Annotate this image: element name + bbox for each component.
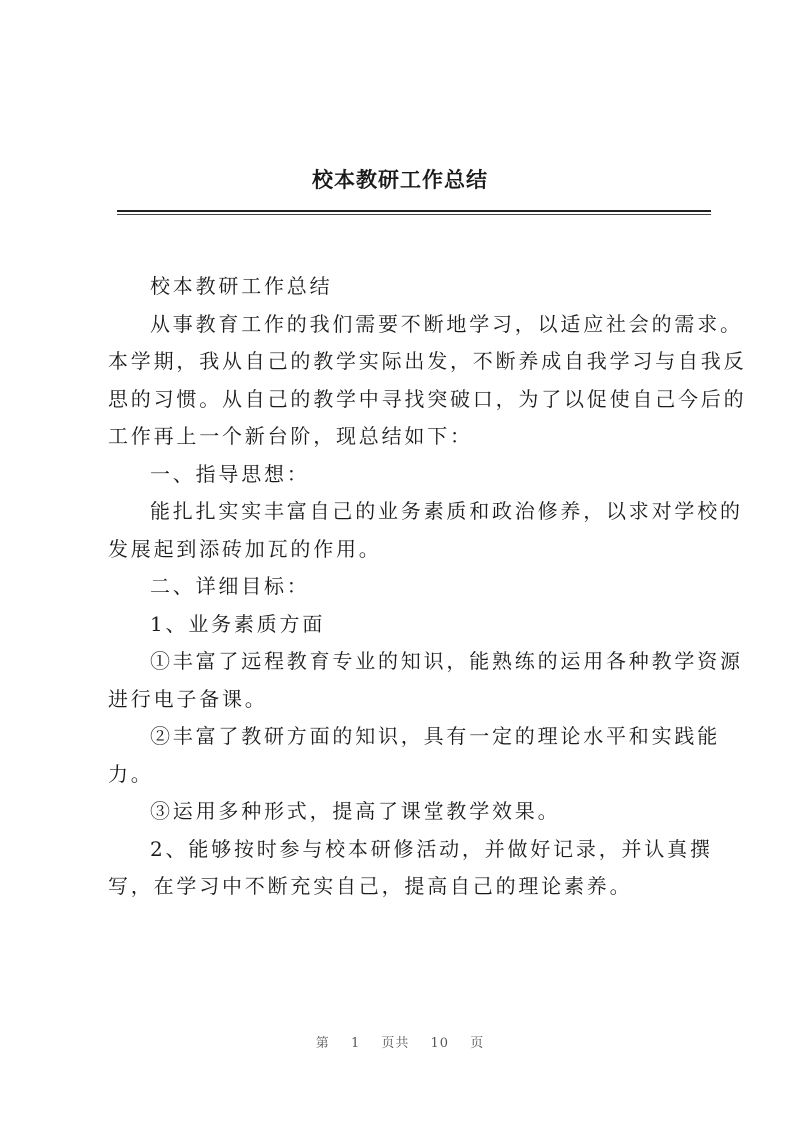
footer-page-suffix: 页 (470, 1036, 485, 1051)
paragraph-line: 思的习惯。从自己的教学中寻找突破口，为了以促使自己今后的 (108, 386, 747, 411)
paragraph-line: 本学期，我从自己的教学实际出发，不断养成自我学习与自我反 (108, 349, 747, 373)
list-item: ③运用多种形式，提高了课堂教学效果。 (150, 799, 561, 823)
paragraph-line: 写，在学习中不断充实自己，提高自己的理论素养。 (108, 874, 633, 898)
document-title: 校本教研工作总结 (312, 167, 488, 192)
footer-page-prefix: 第 (315, 1036, 330, 1051)
footer-page-total: 10 (430, 1036, 450, 1051)
document-body (108, 268, 747, 906)
footer-page-middle: 页共 (381, 1036, 410, 1051)
paragraph-line: 发展起到添砖加瓦的作用。 (108, 536, 382, 561)
section-heading: 二、详细目标： (150, 574, 310, 598)
paragraph-line: 校本教研工作总结 (150, 274, 333, 298)
title-underline (117, 210, 711, 212)
paragraph-line: 能扎扎实实丰富自己的业务素质和政治修养，以求对学校的 (150, 499, 743, 523)
page-footer (0, 1032, 800, 1051)
list-item: ②丰富了教研方面的知识，具有一定的理论水平和实践能 (150, 724, 720, 748)
section-heading: 一、指导思想： (150, 461, 310, 486)
list-item-continuation: 进行电子备课。 (108, 686, 268, 711)
subsection-heading: 1、业务素质方面 (150, 611, 326, 636)
list-item-continuation: 力。 (108, 761, 154, 786)
paragraph-line: 工作再上一个新台阶，现总结如下： (108, 424, 473, 448)
paragraph-line: 从事教育工作的我们需要不断地学习，以适应社会的需求。 (150, 311, 743, 336)
title-underline-thin (117, 214, 711, 215)
footer-page-number: 1 (350, 1036, 361, 1051)
paragraph-line: 2、能够按时参与校本研修活动，并做好记录，并认真撰 (150, 836, 713, 861)
list-item: ①丰富了远程教育专业的知识，能熟练的运用各种教学资源 (150, 649, 743, 673)
